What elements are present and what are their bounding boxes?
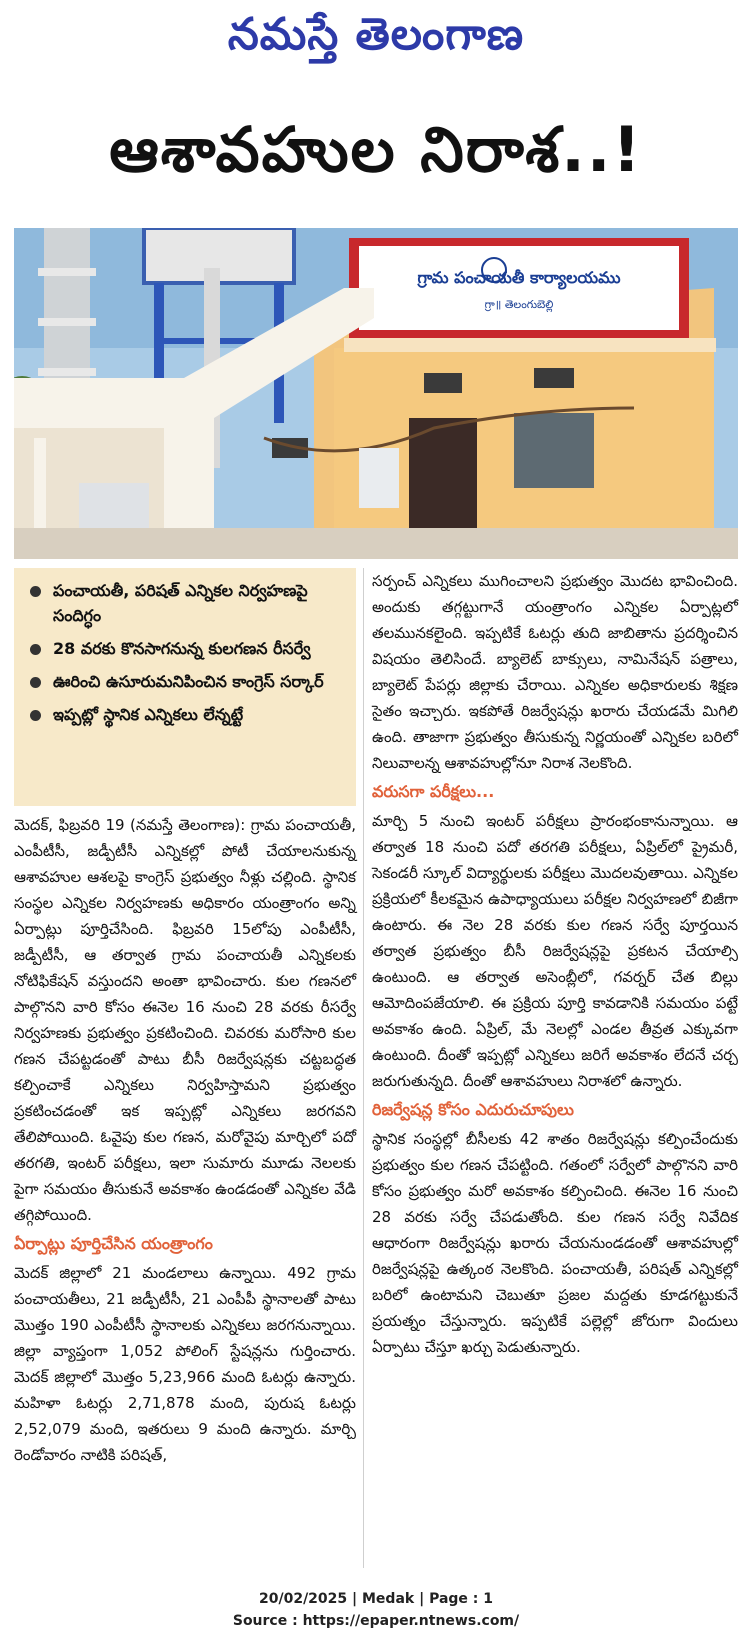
sign-text-main: గ్రామ పంచాయతీ కార్యాలయము	[417, 268, 621, 287]
highlight-item	[26, 636, 346, 661]
section-subhead: వరుసగా పరీక్షలు...	[372, 782, 495, 801]
column-divider	[363, 568, 364, 1568]
highlight-item	[26, 702, 346, 727]
article-photo	[14, 228, 738, 559]
section-subhead: ఏర్పాట్లు పూర్తిచేసిన యంత్రాంగం	[14, 1234, 213, 1253]
left-column	[14, 812, 356, 1572]
highlight-text: 28 వరకు కొనసాగనున్న కులగణన రీసర్వే	[53, 639, 311, 658]
page-footer	[0, 1588, 752, 1632]
article-paragraph: మార్చి 5 నుంచి ఇంటర్ పరీక్షలు ప్రారంభంకానున్నాయి. ఆ తర్వాత 18 నుంచి పదో తరగతి పరీక్షలు, ఏప్రిల్‌లో ప్రైమరీ, సెకండరీ స్కూల్ విద్యార్థులకు పరీక్షలు మొదలవుతాయి. ఎన్నికల ప్రక్రియలో కీలకమైన ఉపాధ్యాయులు పరీక్షల నిర్వహణలో బిజీగా ఉంటారు. ఈ నెల 28 వరకు కుల గణన సర్వే పూర్తయిన తర్వాత ప్రభుత్వం బీసీ రిజర్వేషన్లపై ప్రకటన చేయాల్సి ఉంటుంది. ఆ తర్వాత అసెంబ్లీలో, గవర్నర్ చేత బిల్లు ఆమోదింపజేయాలి. ఈ ప్రక్రియ పూర్తి కావడానికి సమయం పట్టే అవకాశం ఉంది. ఏప్రిల్, మే నెలల్లో ఎండల తీవ్రత ఎక్కువగా ఉంటుంది. దీంతో ఇప్పట్లో ఎన్నికలు జరిగే అవకాశం లేదనే చర్చ జరుగుతున్నది. దీంతో ఆశావహులు నిరాశలో ఉన్నారు.	[372, 812, 738, 1090]
bullet-icon	[30, 586, 41, 597]
highlight-text: పంచాయతీ, పరిషత్ ఎన్నికల నిర్వహణపై సందిగ్ధం	[53, 581, 308, 625]
article-paragraph: సర్పంచ్ ఎన్నికలు ముగించాలని ప్రభుత్వం మొదట భావించింది. అందుకు తగ్గట్టుగానే యంత్రాంగం ఎన్నికల ఏర్పాట్లలో తలమునకలైంది. ఇప్పటికే ఓటర్లు తుది జాబితాను ప్రదర్శించిన విషయం తెలిసిందే. బ్యాలెట్ బాక్సులు, నామినేషన్ పత్రాలు, బ్యాలెట్ పేపర్లు జిల్లాకు చేరాయి. ఎన్నికల అధికారులకు శిక్షణ సైతం ఇచ్చారు. ఇకపోతే రిజర్వేషన్లు ఖరారు చేయడమే మిగిలి ఉంది. తాజాగా ప్రభుత్వం తీసుకున్న నిర్ణయంతో ఎన్నికల బరిలో నిలువాలన్న ఆశావహుల్లోనూ నిరాశ నెలకొంది.	[372, 572, 738, 772]
highlight-item	[26, 669, 346, 694]
right-column	[372, 568, 738, 1572]
section-subhead: రిజర్వేషన్ల కోసం ఎదురుచూపులు	[372, 1100, 574, 1119]
article-paragraph: మెదక్ జిల్లాలో 21 మండలాలు ఉన్నాయి. 492 గ్రామ పంచాయతీలు, 21 జడ్పీటీసీ, 21 ఎంపీపీ స్థానాలతో పాటు మొత్తం 190 ఎంపీటీసీ స్థానాలకు ఎన్నికలు జరగనున్నాయి. జిల్లా వ్యాప్తంగా 1,052 పోలింగ్ స్టేషన్లను గుర్తించారు. మెదక్ జిల్లాలో మొత్తం 5,23,966 మంది ఓటర్లు ఉన్నారు. మహిళా ఓటర్లు 2,71,878 మంది, పురుష ఓటర్లు 2,52,079 మంది, ఇతరులు 9 మంది ఉన్నారు. మార్చి రెండోవారం నాటికి పరిషత్,	[14, 1264, 356, 1464]
highlight-text: ఊరించి ఉసూరుమనిపించిన కాంగ్రెస్ సర్కార్	[53, 672, 324, 691]
highlight-text: ఇప్పట్లో స్థానిక ఎన్నికలు లేన్నట్టే	[53, 705, 244, 724]
article-paragraph: మెదక్, ఫిబ్రవరి 19 (నమస్తే తెలంగాణ): గ్రామ పంచాయతీ, ఎంపీటీసీ, జడ్పీటీసీ ఎన్నికల్లో పోటీ చేయాలనుకున్న ఆశావహుల ఆశలపై కాంగ్రెస్ ప్రభుత్వం నీళ్లు చల్లింది. స్థానిక సంస్థల ఎన్నికల నిర్వహణకు అధికారం యంత్రాంగం అన్ని ఏర్పాట్లు పూర్తిచేసింది. ఫిబ్రవరి 15లోపు ఎంపీటీసీ, జడ్పీటీసీ, ఆ తర్వాత గ్రామ పంచాయతీ ఎన్నికలకు నోటిఫికేషన్ వస్తుందని అంతా భావించారు. కుల గణనలో పాల్గొనని వారి కోసం ఈనెల 16 నుంచి 28 వరకు రీసర్వే నిర్వహణకు ప్రభుత్వం ప్రకటించింది. చివరకు మరోసారి కుల గణన చేపట్టడంతో పాటు బీసీ రిజర్వేషన్లకు చట్టబద్ధత కల్పించాకే ఎన్నికలు నిర్వహిస్తామని ప్రభుత్వం ప్రకటించడంతో ఇక ఇప్పట్లో ఎన్నికలు జరగవని తేలిపోయింది. ఓవైపు కుల గణన, మరోవైపు మార్చిలో పదో తరగతి, ఇంటర్ పరీక్షలు, ఇలా సుమారు మూడు నెలలకు పైగా సమయం తీసుకునే అవకాశం ఉండడంతో ఎన్నికల వేడి తగ్గిపోయింది.	[14, 816, 356, 1224]
newspaper-masthead: నమస్తే తెలంగాణ	[227, 9, 525, 60]
bullet-icon	[30, 677, 41, 688]
footer-date-line: 20/02/2025 | Medak | Page : 1	[258, 1591, 494, 1607]
footer-source-link[interactable]: Source : https://epaper.ntnews.com/	[232, 1613, 520, 1629]
article-paragraph: స్థానిక సంస్థల్లో బీసీలకు 42 శాతం రిజర్వేషన్లు కల్పించేందుకు ప్రభుత్వం కుల గణన చేపట్టింది. గతంలో సర్వేలో పాల్గొనని వారి కోసం ప్రభుత్వం మరో అవకాశం కల్పించింది. ఈనెల 16 నుంచి 28 వరకు సర్వే చేపడుతోంది. కుల గణన సర్వే నివేదిక ఆధారంగా రిజర్వేషన్లు ఖరారు చేయనుండడంతో ఆశావహుల్లో రిజర్వేషన్లపై ఉత్కంఠ నెలకొంది. పంచాయతీ, పరిషత్ ఎన్నికల్లో బరిలో ఉంటామని చెబుతూ ప్రజల మద్దతు కూడగట్టుకునే ప్రయత్నం చేస్తున్నారు. ఇప్పటికే పల్లెల్లో జోరుగా విందులు ఏర్పాటు చేస్తూ ఖర్చు పెడుతున్నారు.	[372, 1130, 738, 1356]
article-headline: ఆశావహుల నిరాశ..!	[109, 113, 643, 186]
highlight-item	[26, 578, 346, 628]
highlights-box	[14, 568, 356, 806]
bullet-icon	[30, 644, 41, 655]
sign-text-sub: గ్రా॥ తెలంగుబెల్లి	[484, 298, 554, 311]
panchayat-sign	[349, 238, 689, 338]
bullet-icon	[30, 710, 41, 721]
